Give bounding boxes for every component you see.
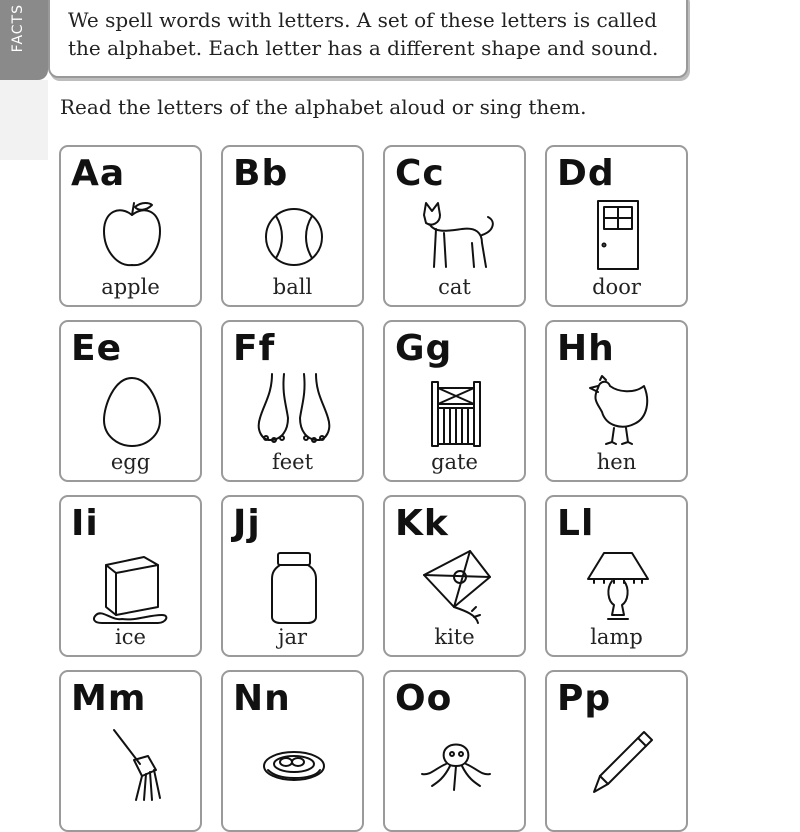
cat-icon [416, 199, 496, 275]
jar-icon [254, 549, 334, 625]
kite-icon [416, 549, 496, 625]
lamp-icon [578, 549, 658, 625]
octopus-icon [416, 724, 496, 800]
card-letters: Hh [557, 328, 615, 369]
letter-card-a [59, 145, 202, 307]
card-word: door [592, 275, 641, 299]
card-word: gate [431, 450, 478, 474]
card-word: kite [434, 625, 475, 649]
letter-card-f [221, 320, 364, 482]
card-word: feet [271, 450, 314, 474]
letter-card-j [221, 495, 364, 657]
card-word: cat [438, 275, 471, 299]
card-letters: Nn [233, 678, 291, 719]
instruction-text: Read the letters of the alphabet aloud or sing them. [60, 95, 587, 119]
letter-card-k [383, 495, 526, 657]
letter-card-b [221, 145, 364, 307]
intro-line-1: We spell words with letters. A set of these letters is called [68, 8, 657, 32]
egg-icon [92, 374, 172, 450]
letter-card-i [59, 495, 202, 657]
intro-box [48, 0, 688, 78]
card-letters: Kk [395, 503, 449, 544]
letter-card-p [545, 670, 688, 832]
ball-icon [254, 199, 334, 275]
card-word: ice [115, 625, 146, 649]
card-word: apple [101, 275, 160, 299]
card-word: ball [272, 275, 313, 299]
card-word: jar [277, 625, 308, 649]
card-letters: Dd [557, 153, 615, 194]
pencil-icon [578, 724, 658, 800]
side-strip [0, 80, 48, 160]
feet-icon [254, 374, 334, 450]
letter-card-g [383, 320, 526, 482]
card-word: hen [596, 450, 637, 474]
mop-icon [92, 724, 172, 800]
card-letters: Ee [71, 328, 123, 369]
ice-icon [92, 549, 172, 625]
letter-card-c [383, 145, 526, 307]
card-letters: Ll [557, 503, 595, 544]
card-letters: Jj [233, 503, 261, 544]
nest-icon [254, 724, 334, 800]
intro-line-2: the alphabet. Each letter has a different shape and sound. [68, 36, 659, 60]
section-tab [0, 0, 48, 80]
hen-icon [578, 374, 658, 450]
card-letters: Ff [233, 328, 276, 369]
card-word: lamp [590, 625, 643, 649]
letter-card-e [59, 320, 202, 482]
card-letters: Oo [395, 678, 453, 719]
letter-card-l [545, 495, 688, 657]
card-letters: Aa [71, 153, 126, 194]
door-icon [578, 199, 658, 275]
apple-icon [92, 199, 172, 275]
letter-card-n [221, 670, 364, 832]
card-letters: Ii [71, 503, 99, 544]
card-letters: Cc [395, 153, 445, 194]
gate-icon [416, 374, 496, 450]
letter-card-m [59, 670, 202, 832]
letter-card-d [545, 145, 688, 307]
card-letters: Pp [557, 678, 612, 719]
card-letters: Mm [71, 678, 147, 719]
letter-card-h [545, 320, 688, 482]
card-letters: Gg [395, 328, 453, 369]
card-word: egg [110, 450, 151, 474]
card-letters: Bb [233, 153, 289, 194]
letter-card-o [383, 670, 526, 832]
section-tab-label: FACTS [10, 4, 26, 53]
